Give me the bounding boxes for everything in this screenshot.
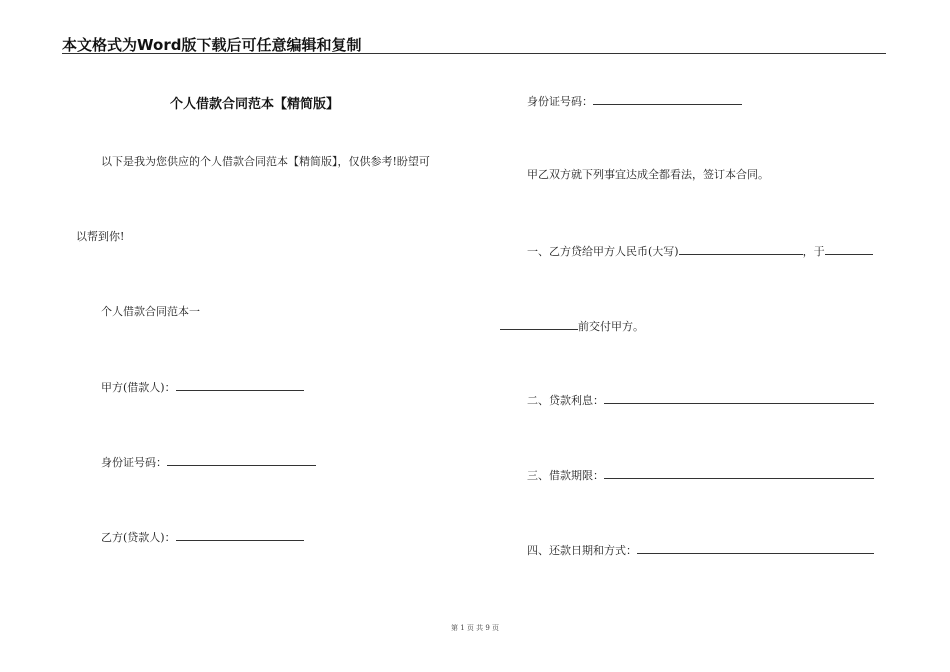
clause1-continuation [500, 318, 644, 334]
clause3-row [527, 467, 874, 483]
clause2-row [527, 392, 874, 408]
party-b-label: 乙方(贷款人)： [101, 531, 176, 544]
clause1-date-blank-start [825, 243, 873, 255]
party-b-id-blank [593, 93, 742, 105]
party-b-id-label: 身份证号码： [527, 95, 593, 108]
clause4-blank [637, 542, 874, 554]
party-a-id-row [101, 454, 316, 470]
clause4-row [527, 542, 874, 558]
party-b-id-row [527, 93, 742, 109]
party-a-label: 甲方(借款人)： [101, 381, 176, 394]
document-title: 个人借款合同范本【精简版】 [170, 97, 340, 112]
clause1-date-blank-end [500, 318, 578, 330]
document-header: 本文格式为Word版下载后可任意编辑和复制 [62, 36, 362, 54]
intro-paragraph-line2: 以帮到你! [76, 230, 125, 243]
clause1-mid: ，于 [802, 245, 825, 258]
clause1-amount-blank [679, 243, 803, 255]
party-a-blank [176, 379, 304, 391]
header-divider [62, 53, 886, 54]
section-heading: 个人借款合同范本一 [101, 305, 200, 318]
party-a-row [101, 379, 304, 395]
clause3-label: 三、借款期限： [527, 469, 604, 482]
intro-paragraph-line1: 以下是我为您供应的个人借款合同范本【精简版】，仅供参考!盼望可 [101, 155, 430, 168]
clause1-prefix: 一、乙方贷给甲方人民币(大写) [527, 245, 679, 258]
clause3-blank [604, 467, 874, 479]
clause4-label: 四、还款日期和方式： [527, 544, 637, 557]
clause1-suffix: 前交付甲方。 [578, 320, 644, 333]
party-a-id-label: 身份证号码： [101, 456, 167, 469]
page-number: 第 1 页 共 9 页 [450, 624, 500, 632]
party-a-id-blank [167, 454, 316, 466]
clause2-label: 二、贷款利息： [527, 394, 604, 407]
agreement-statement: 甲乙双方就下列事宜达成全都看法，签订本合同。 [527, 168, 769, 181]
clause1-row [527, 243, 873, 259]
clause2-blank [604, 392, 874, 404]
party-b-blank [176, 529, 304, 541]
party-b-row [101, 529, 304, 545]
